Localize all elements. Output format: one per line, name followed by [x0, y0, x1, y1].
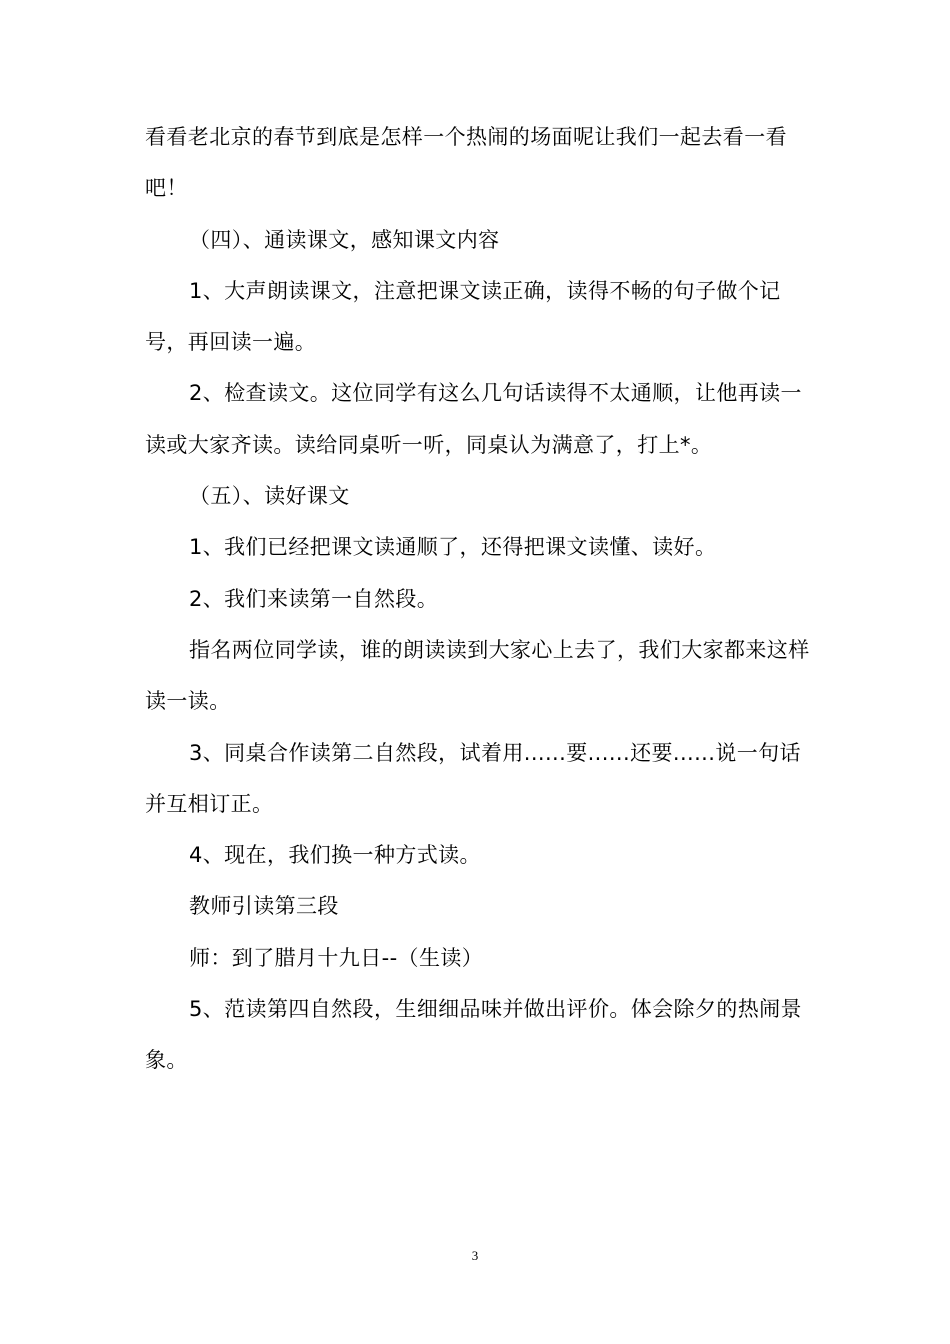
- paragraph: 4、现在，我们换一种方式读。: [189, 843, 481, 868]
- paragraph: 5、范读第四自然段，生细细品味并做出评价。体会除夕的热闹景象。: [145, 997, 802, 1073]
- section-heading: （四）、通读课文，感知课文内容: [189, 227, 500, 252]
- paragraph: 看看老北京的春节到底是怎样一个热闹的场面呢让我们一起去看一看吧！: [145, 125, 787, 201]
- document-body: [145, 112, 810, 1087]
- paragraph: 1、大声朗读课文，注意把课文读正确，读得不畅的句子做个记号，再回读一遍。: [145, 278, 781, 355]
- paragraph: 3、同桌合作读第二自然段，试着用......要......还要......说一句话并互相订正。: [145, 740, 801, 816]
- paragraph: 教师引读第三段: [189, 894, 339, 919]
- section-heading: （五）、读好课文: [189, 484, 350, 509]
- paragraph: 2、我们来读第一自然段。: [189, 586, 439, 611]
- paragraph: 指名两位同学读，谁的朗读读到大家心上去了，我们大家都来这样读一读。: [145, 637, 810, 714]
- paragraph: 2、检查读文。这位同学有这么几句话读得不太通顺，让他再读一读或大家齐读。读给同桌听一听，同桌认为满意了，打上*。: [145, 381, 802, 457]
- page-number: 3: [471, 1248, 479, 1263]
- paragraph: 1、我们已经把课文读通顺了，还得把课文读懂、读好。: [189, 535, 717, 560]
- paragraph: 师：到了腊月十九日--（生读）: [189, 945, 484, 970]
